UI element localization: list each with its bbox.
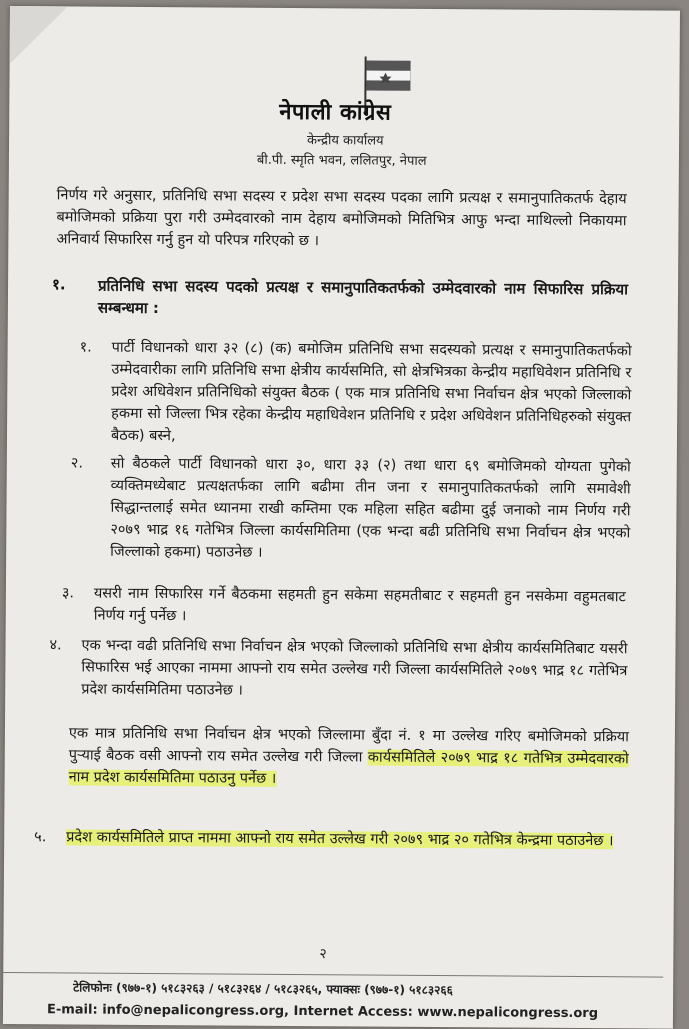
footer-phone: टेलिफोनः (९७७-१) ५१८३२६३ / ५१८३२६४ / ५१८३२६५, फ्याक्सः (९७७-१) ५१८३२६६ <box>73 978 453 998</box>
office-address: बी.पी. स्मृति भवन, ललितपुर, नेपाल <box>257 150 427 169</box>
item-number: ४. <box>49 634 61 654</box>
page-number: २ <box>319 944 326 963</box>
section-heading: प्रतिनिधि सभा सदस्य पदको प्रत्यक्ष र समानुपातिकतर्फको उम्मेदवारको नाम सिफारिस प्रक्रिया सम्बन्धमा : <box>98 275 628 323</box>
org-name: नेपाली कांग्रेस <box>279 96 391 127</box>
intro-paragraph: निर्णय गरे अनुसार, प्रतिनिधि सभा सदस्य र प्रदेश सभा सदस्य पदका लागि प्रत्यक्ष र समानुपातिकतर्फ देहाय बमोजिमको प्रक्रिया पुरा गरी उम्मेदवारको नाम देहाय बमोजिमको मितिभित्र आफु भन्दा माथिल्लो निकायमा अनिवार्य सिफारिस गर्नु हुन यो परिपत्र गरिएको छ । <box>56 184 626 254</box>
document-page <box>3 6 680 1029</box>
item-number: ५. <box>34 826 46 846</box>
list-item: यसरी नाम सिफारिस गर्ने बैठकमा सहमती हुन सकेमा सहमतीबाट र सहमती हुन नसकेमा वहुमतबाट निर्णय गर्नु पर्नेछ । <box>94 583 626 631</box>
footer-email: E-mail: info@nepalicongress.org, Internet Access: www.nepalicongress.org <box>47 1002 598 1021</box>
list-item: पार्टी विधानको धारा ३२ (८) (क) बमोजिम प्रतिनिधि सभा सदस्यको प्रत्यक्ष र समानुपातिकतर्फको उम्मेदवारीका लागि प्रतिनिधि सभा क्षेत्रीय कार्यसमिति, सो क्षेत्रभित्रका केन्द्रीय महाधिवेशन प्रतिनिधि र प्रदेश अधिवेशन प्रतिनिधिको संयुक्त बैठक ( एक मात्र प्रतिनिधि सभा निर्वाचन क्षेत्र भएको जिल्लाको हकमा सो जिल्ला भित्र रहेका केन्द्रीय महाधिवेशन प्रतिनिधि र प्रदेश अधिवेशन प्रतिनिधिहरुको संयुक्त बैठक) बस्ने, <box>111 337 632 451</box>
section-number: १. <box>52 274 66 294</box>
footer-divider <box>3 972 663 978</box>
office-name: केन्द्रीय कार्यालय <box>307 130 384 149</box>
list-item: सो बैठकले पार्टी विधानको धारा ३०, धारा ३३ (२) तथा धारा ६९ बमोजिमको योग्यता पुगेको व्यक्तिमध्येबाट प्रत्यक्षतर्फका लागि बढीमा तीन जना र समानुपातिकतर्फको लागि समावेशी सिद्धान्तलाई समेत ध्यानमा राखी कम्तिमा एक महिला सहित बढीमा दुई जनाको नाम निर्णय गरी २०७९ भाद्र १६ गतेभित्र जिल्ला कार्यसमितिमा (एक भन्दा बढी प्रतिनिधि सभा निर्वाचन क्षेत्र भएको जिल्लाको हकमा) पठाउनेछ । <box>110 453 631 567</box>
note-paragraph <box>69 722 629 792</box>
folded-corner <box>10 6 68 64</box>
list-item <box>66 826 628 852</box>
item-number: ३. <box>62 582 74 602</box>
list-item: एक भन्दा वढी प्रतिनिधि सभा निर्वाचन क्षेत्र भएको जिल्लाको प्रतिनिधि सभा क्षेत्रीय कार्यसमितिबाट यसरी सिफारिस भई आएका नाममा आफ्नो राय समेत उल्लेख गरी जिल्ला कार्यसमितिले २०७९ भाद्र १८ गतेभित्र प्रदेश कार्यसमितिमा पठाउनेछ । <box>81 635 627 705</box>
item-number: २. <box>71 452 83 472</box>
item-number: १. <box>80 336 92 356</box>
note-text: एक मात्र प्रतिनिधि सभा निर्वाचन क्षेत्र भएको जिल्लामा बुँदा नं. १ मा उल्लेख गरिए बमोजिमको प्रक्रिया पुऱ्याई बैठक वसी आफ्नो राय समेत उल्लेख गरी जिल्ला <box>69 725 629 765</box>
highlighted-note-text: कार्यसमितिले २०७९ भाद्र १८ गतेभित्र उम्मेदवारको नाम प्रदेश कार्यसमितिमा पठाउनु पर्नेछ । <box>69 750 629 787</box>
highlighted-item-text: प्रदेश कार्यसमितिले प्राप्त नाममा आफ्नो राय समेत उल्लेख गरी २०७९ भाद्र २० गतेभित्र केन्द्रमा पठाउनेछ । <box>66 829 614 849</box>
